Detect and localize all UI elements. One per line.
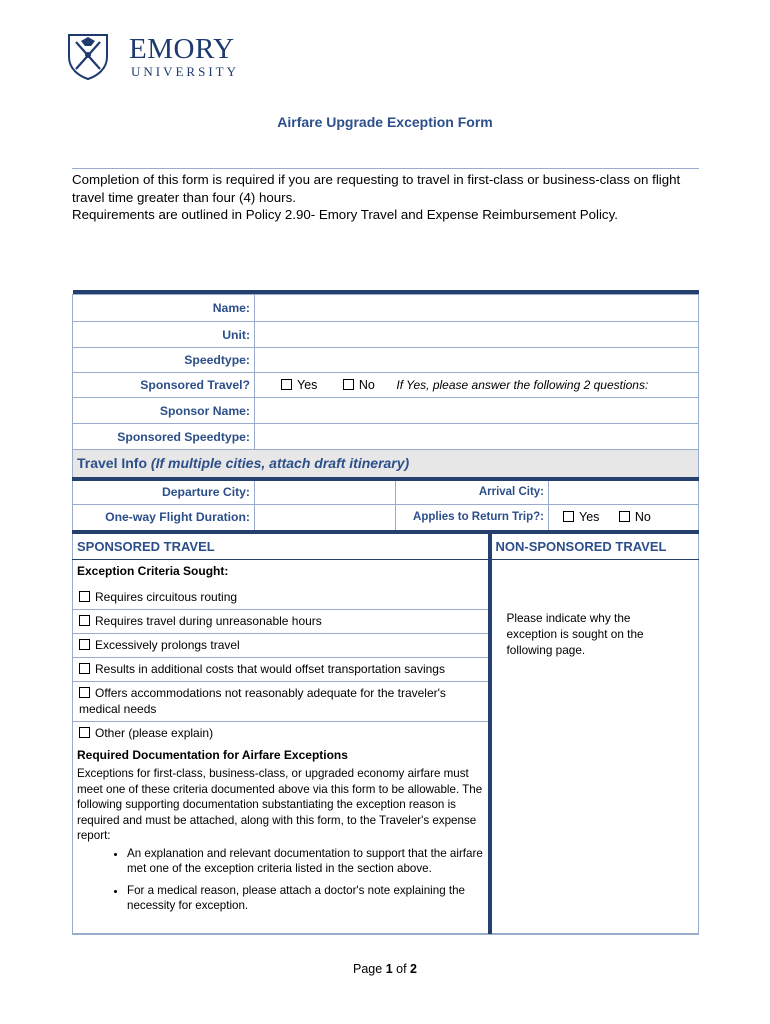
sponsored-speedtype-field[interactable] (255, 424, 699, 450)
criteria-label: Other (please explain) (95, 726, 214, 740)
return-no-label: No (634, 510, 651, 525)
sponsored-travel-label: Sponsored Travel? (73, 373, 255, 398)
sponsor-name-label: Sponsor Name: (73, 398, 255, 424)
sponsored-no-label: No (358, 378, 375, 392)
page-of: of (392, 962, 411, 976)
checkbox-icon (619, 511, 630, 522)
flight-duration-field[interactable] (255, 505, 396, 532)
criteria-item[interactable] (73, 609, 488, 633)
page-total: 2 (410, 962, 417, 976)
criteria-label: Offers accommodations not reasonably adequate for the traveler's medical needs (79, 686, 446, 716)
travel-info-note: (If multiple cities, attach draft itinerary) (150, 455, 410, 472)
emory-shield-logo (67, 33, 109, 81)
criteria-item[interactable] (73, 633, 488, 657)
checkbox-icon (563, 511, 574, 522)
criteria-item[interactable] (73, 721, 488, 745)
non-sponsored-note: Please indicate why the exception is sought on the following page. (490, 560, 699, 934)
criteria-label: Results in additional costs that would offset transportation savings (95, 662, 445, 676)
criteria-label: Requires circuitous routing (95, 590, 238, 604)
logo-wordmark: EMORY (129, 33, 235, 65)
name-field[interactable] (255, 295, 699, 322)
checkbox-icon (79, 591, 90, 602)
checkbox-icon (281, 379, 292, 390)
sponsored-no-option[interactable] (343, 378, 375, 392)
sponsored-yes-label: Yes (297, 378, 318, 392)
departure-city-field[interactable] (255, 479, 396, 505)
speedtype-field[interactable] (255, 348, 699, 373)
travel-info-header (73, 450, 699, 479)
required-docs-text: Exceptions for first-class, business-class, or upgraded economy airfare must meet one of these criteria documented above via this form to be allowable. The following supporting documentation substantiating the exception reason is required and must be attached, along with this form, to the Traveler's expense report: (77, 767, 483, 842)
return-yes-label: Yes (579, 510, 600, 525)
form-title: Airfare Upgrade Exception Form (277, 114, 493, 130)
page-prefix: Page (353, 962, 386, 976)
departure-city-label: Departure City: (73, 479, 255, 505)
unit-field[interactable] (255, 322, 699, 348)
checkbox-icon (79, 727, 90, 738)
title-divider (72, 168, 699, 169)
return-trip-label: Applies to Return Trip?: (396, 505, 549, 532)
return-no-option[interactable] (619, 510, 651, 524)
required-docs-bullet: • For a medical reason, please attach a doctor's note explaining the necessity for exception. (127, 883, 484, 914)
sponsored-travel-header: SPONSORED TRAVEL (73, 532, 490, 560)
non-sponsored-travel-header: NON-SPONSORED TRAVEL (490, 532, 699, 560)
criteria-title: Exception Criteria Sought: (77, 564, 229, 578)
name-label: Name: (73, 295, 255, 322)
exception-form-table (72, 290, 699, 935)
criteria-item[interactable] (73, 586, 488, 609)
arrival-city-field[interactable] (549, 479, 699, 505)
sponsored-criteria-cell (73, 560, 490, 934)
page-number (0, 962, 770, 976)
checkbox-icon (343, 379, 354, 390)
logo-subtitle: UNIVERSITY (131, 64, 239, 79)
required-docs-body (77, 766, 484, 914)
criteria-label: Excessively prolongs travel (95, 638, 240, 652)
travel-info-title: Travel Info (77, 455, 148, 472)
sponsored-travel-options (255, 373, 699, 398)
unit-label: Unit: (73, 322, 255, 348)
sponsor-name-field[interactable] (255, 398, 699, 424)
intro-text (72, 171, 702, 224)
checkbox-icon (79, 615, 90, 626)
required-docs-list (77, 846, 484, 914)
arrival-city-label: Arrival City: (396, 479, 549, 505)
speedtype-label: Speedtype: (73, 348, 255, 373)
flight-duration-label: One-way Flight Duration: (73, 505, 255, 532)
intro-line-2: Requirements are outlined in Policy 2.90- Emory Travel and Expense Reimbursement Policy. (72, 207, 618, 222)
criteria-item[interactable] (73, 681, 488, 721)
checkbox-icon (79, 639, 90, 650)
required-docs-title: Required Documentation for Airfare Exceptions (77, 748, 348, 762)
checkbox-icon (79, 687, 90, 698)
criteria-label: Requires travel during unreasonable hours (95, 614, 322, 628)
sponsored-yes-option[interactable] (281, 378, 317, 392)
sponsored-speedtype-label: Sponsored Speedtype: (73, 424, 255, 450)
return-trip-options (549, 505, 699, 532)
checkbox-icon (79, 663, 90, 674)
sponsored-note: If Yes, please answer the following 2 questions: (396, 378, 649, 392)
required-docs-bullet: • An explanation and relevant documentation to support that the airfare met one of the exception criteria listed in the section above. (127, 846, 484, 877)
page-current: 1 (385, 962, 393, 976)
criteria-item[interactable] (73, 657, 488, 681)
intro-line-1: Completion of this form is required if you are requesting to travel in first-class or business-class on flight travel time greater than four (4) hours. (72, 172, 681, 205)
return-yes-option[interactable] (563, 510, 599, 524)
